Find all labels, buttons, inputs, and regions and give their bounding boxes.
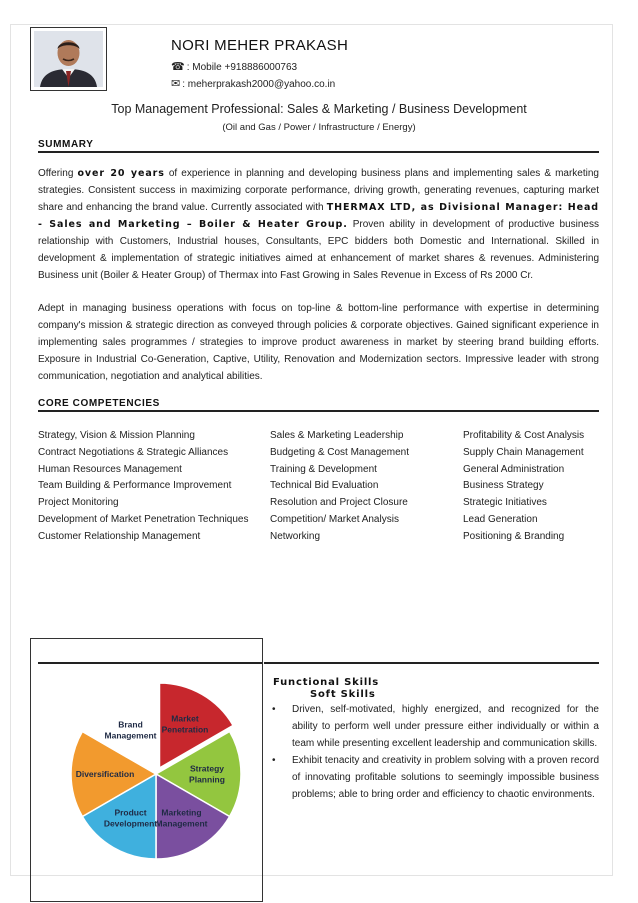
competencies-column-1: [38, 428, 249, 546]
soft-skills-heading: Soft Skills: [310, 689, 376, 700]
phone-icon: ☎: [171, 61, 185, 73]
competency-item: Development of Market Penetration Techniques: [38, 513, 249, 525]
competency-item: Contract Negotiations & Strategic Alliances: [38, 446, 229, 458]
skills-top-rule: [264, 662, 599, 664]
pie-slice-label: Strategy Planning: [189, 763, 225, 785]
competency-item: Team Building & Performance Improvement: [38, 480, 232, 492]
functional-skills-heading: Functional Skills: [273, 677, 380, 688]
pie-slice-label: Product Development: [103, 807, 158, 829]
email-line: [171, 77, 335, 90]
competency-item: Customer Relationship Management: [38, 530, 201, 542]
competency-item: Technical Bid Evaluation: [270, 480, 379, 492]
person-portrait-icon: [34, 31, 103, 87]
competency-item: Strategy, Vision & Mission Planning: [38, 430, 195, 441]
pie-slice-label: Market Penetration: [161, 713, 209, 735]
competency-item: Positioning & Branding: [463, 530, 565, 542]
list-item: • Exhibit tenacity and creativity in problem solving with a proven record of innovating profitable solutions to seemingly impossible business problems; able to bring order and efficiency to chaotic environments.: [272, 752, 599, 803]
phone-number: : Mobile +918886000763: [186, 62, 298, 73]
competencies-divider: [38, 410, 599, 412]
competency-item: Project Monitoring: [38, 497, 119, 509]
bullet-icon: •: [272, 704, 276, 715]
profile-photo-frame: [30, 27, 107, 91]
competency-item: Resolution and Project Closure: [270, 497, 408, 509]
competencies-heading: CORE COMPETENCIES: [38, 398, 160, 409]
summary-divider: [38, 151, 599, 153]
candidate-name: NORI MEHER PRAKASH: [171, 37, 349, 54]
competency-item: Networking: [270, 530, 321, 542]
competency-item: Human Resources Management: [38, 463, 182, 475]
pie-slice-label: Marketing Management: [155, 807, 208, 829]
competency-item: Business Strategy: [463, 480, 544, 492]
summary-paragraph-2: Adept in managing business operations with focus on top-line & bottom-line performance with expertise in determining company's mission & strategic direction as conveyed through policies & corporate objectives. Gained significant experience in implementing sales programmes / strategies to improve product awareness in market by steering brand building efforts. Exposure in Industrial Co-Generation, Captive, Utility, Renovation and Modernization sectors. Impressive leader with strong communication, negotiation and analytical abilities.: [38, 303, 599, 382]
bullet-icon: •: [272, 755, 276, 766]
phone-line: [171, 60, 297, 73]
pie-slice-label: Brand Management: [104, 719, 157, 741]
competency-item: Training & Development: [270, 463, 377, 475]
summary-heading: SUMMARY: [38, 139, 94, 150]
strategy-pie-chart: [30, 664, 263, 894]
competency-item: Supply Chain Management: [463, 446, 584, 458]
summary-paragraph-1: Offering over 20 years of experience in planning and developing business plans and implementing sales & marketing strategies. Consistent success in maximizing corporate performance, driving growth, generating revenues, capturing market share and enhancing the brand value. Currently associated with THERMAX LTD, as Divisional Manager: Head - Sales and Marketing – Boiler & Heater Group. Proven ability in development of productive business relationship with Customers, Industrial houses, Consultants, EPC bidders both Domestic and International. Skilled in development & implementation of strategic initiatives aimed at enhancement of market shares & revenues. Administering Business unit (Boiler & Heater Group) of Thermax into Fast Growing in Sales Revenue in Excess of Rs 2000 Cr.: [38, 168, 599, 281]
envelope-icon: ✉: [171, 78, 181, 90]
competencies-column-3: [463, 428, 584, 546]
pie-slice-label: Diversification: [75, 769, 135, 779]
competency-item: General Administration: [463, 463, 565, 475]
soft-skills-list: [272, 701, 599, 803]
email-address[interactable]: : meherprakash2000@yahoo.co.in: [182, 79, 336, 90]
industry-subheading: (Oil and Gas / Power / Infrastructure / Energy): [222, 122, 416, 133]
competency-item: Profitability & Cost Analysis: [463, 430, 585, 441]
competency-item: Strategic Initiatives: [463, 497, 547, 509]
competencies-column-2: [270, 428, 409, 546]
competency-item: Competition/ Market Analysis: [270, 513, 399, 525]
competency-item: Budgeting & Cost Management: [270, 446, 409, 458]
competency-item: Sales & Marketing Leadership: [270, 430, 404, 441]
profile-photo: [34, 31, 103, 87]
list-item: • Driven, self-motivated, highly energized, and recognized for the ability to perform well under pressure either individually or within a team while presenting excellent leadership and communication skills.: [272, 701, 599, 752]
competency-item: Lead Generation: [463, 513, 538, 525]
professional-headline: Top Management Professional: Sales & Marketing / Business Development: [111, 102, 527, 116]
